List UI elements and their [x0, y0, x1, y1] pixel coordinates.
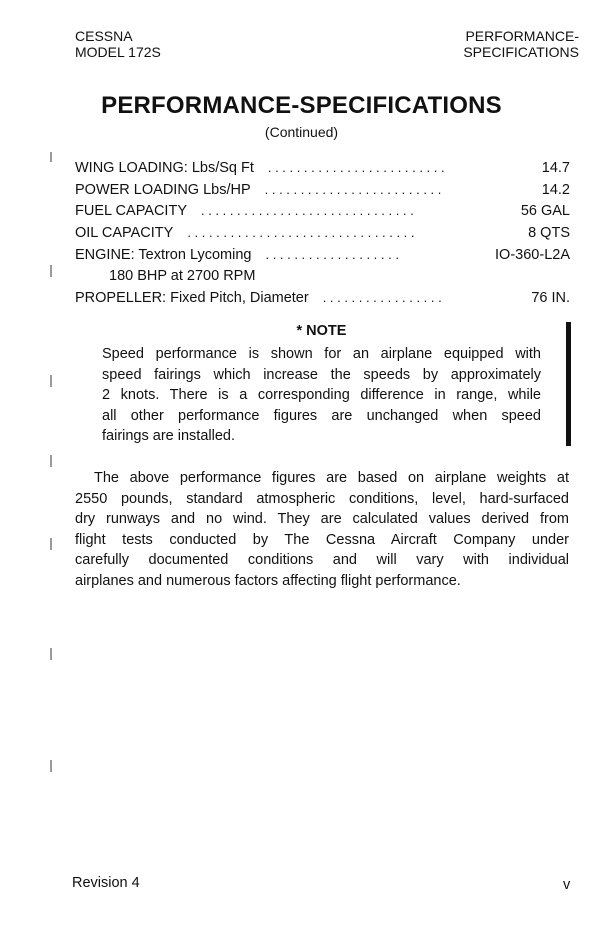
page-subtitle: (Continued)	[264, 124, 339, 140]
spec-row-power-loading	[75, 180, 570, 202]
scan-speck	[50, 648, 52, 660]
paragraph-line: dry runways and no wind. They are calculated values derived from	[75, 511, 569, 528]
note-line: speed fairings which increase the speeds by approximately	[102, 366, 541, 383]
header-model	[75, 28, 161, 60]
scan-speck	[50, 455, 52, 467]
note-body	[102, 344, 541, 447]
leader-dots: .................	[322, 290, 446, 306]
spec-value: 76 IN.	[531, 290, 570, 307]
scan-speck	[50, 760, 52, 772]
footer-revision: Revision 4	[72, 875, 140, 891]
performance-paragraph	[75, 468, 569, 592]
spec-label: POWER LOADING Lbs/HP	[75, 181, 251, 198]
spec-label: OIL CAPACITY	[75, 225, 174, 242]
paragraph-line: airplanes and numerous factors affecting flight performance.	[75, 572, 461, 589]
note-heading: * NOTE	[296, 323, 347, 339]
spec-list	[75, 158, 570, 310]
leader-dots: ................................	[187, 225, 419, 241]
revision-change-bar	[566, 322, 571, 446]
spec-value: 8 QTS	[528, 225, 570, 242]
spec-row-wing-loading	[75, 158, 570, 180]
note-line: Speed performance is shown for an airplane equipped with	[102, 346, 541, 362]
scan-speck	[50, 375, 52, 387]
header-model-number: MODEL 172S	[75, 44, 161, 60]
leader-dots: ..............................	[201, 203, 418, 219]
spec-label: ENGINE: Textron Lycoming	[75, 246, 252, 263]
scan-speck	[50, 152, 52, 162]
header-section-line1: PERFORMANCE-	[465, 28, 579, 44]
spec-label: PROPELLER: Fixed Pitch, Diameter	[75, 290, 309, 307]
paragraph-line: 2550 pounds, standard atmospheric conditions, level, hard-surfaced	[75, 490, 569, 507]
note-line: 2 knots. There is a corresponding difference in range, while	[102, 387, 541, 404]
spec-label: WING LOADING: Lbs/Sq Ft	[75, 160, 254, 176]
spec-value: IO-360-L2A	[495, 246, 570, 263]
spec-row-propeller	[75, 288, 570, 310]
paragraph-line: The above performance figures are based on airplane weights at	[94, 470, 569, 486]
leader-dots: .........................	[264, 181, 445, 197]
page-title: PERFORMANCE-SPECIFICATIONS	[101, 92, 502, 119]
spec-row-engine	[75, 245, 570, 267]
scan-speck	[50, 265, 52, 277]
header-make: CESSNA	[75, 28, 133, 44]
note-line: all other performance figures are unchanged when speed	[102, 407, 541, 424]
leader-dots: .........................	[267, 160, 449, 175]
paragraph-line: carefully documented conditions and will vary with individual	[75, 552, 569, 569]
header-section-line2: SPECIFICATIONS	[463, 44, 579, 60]
spec-row-fuel-capacity	[75, 201, 570, 223]
spec-value: 56 GAL	[520, 203, 570, 220]
paragraph-line: flight tests conducted by The Cessna Aircraft Company under	[75, 531, 569, 548]
spec-value: 14.2	[541, 181, 570, 198]
footer-page-number: v	[563, 877, 571, 893]
header-section	[463, 28, 579, 60]
engine-rating: 180 BHP at 2700 RPM	[109, 268, 256, 285]
spec-value: 14.7	[541, 160, 570, 176]
spec-row-oil-capacity	[75, 223, 570, 245]
spec-label: FUEL CAPACITY	[75, 203, 187, 220]
note-line: fairings are installed.	[102, 428, 235, 445]
scan-speck	[50, 538, 52, 550]
leader-dots: ...................	[265, 246, 403, 262]
